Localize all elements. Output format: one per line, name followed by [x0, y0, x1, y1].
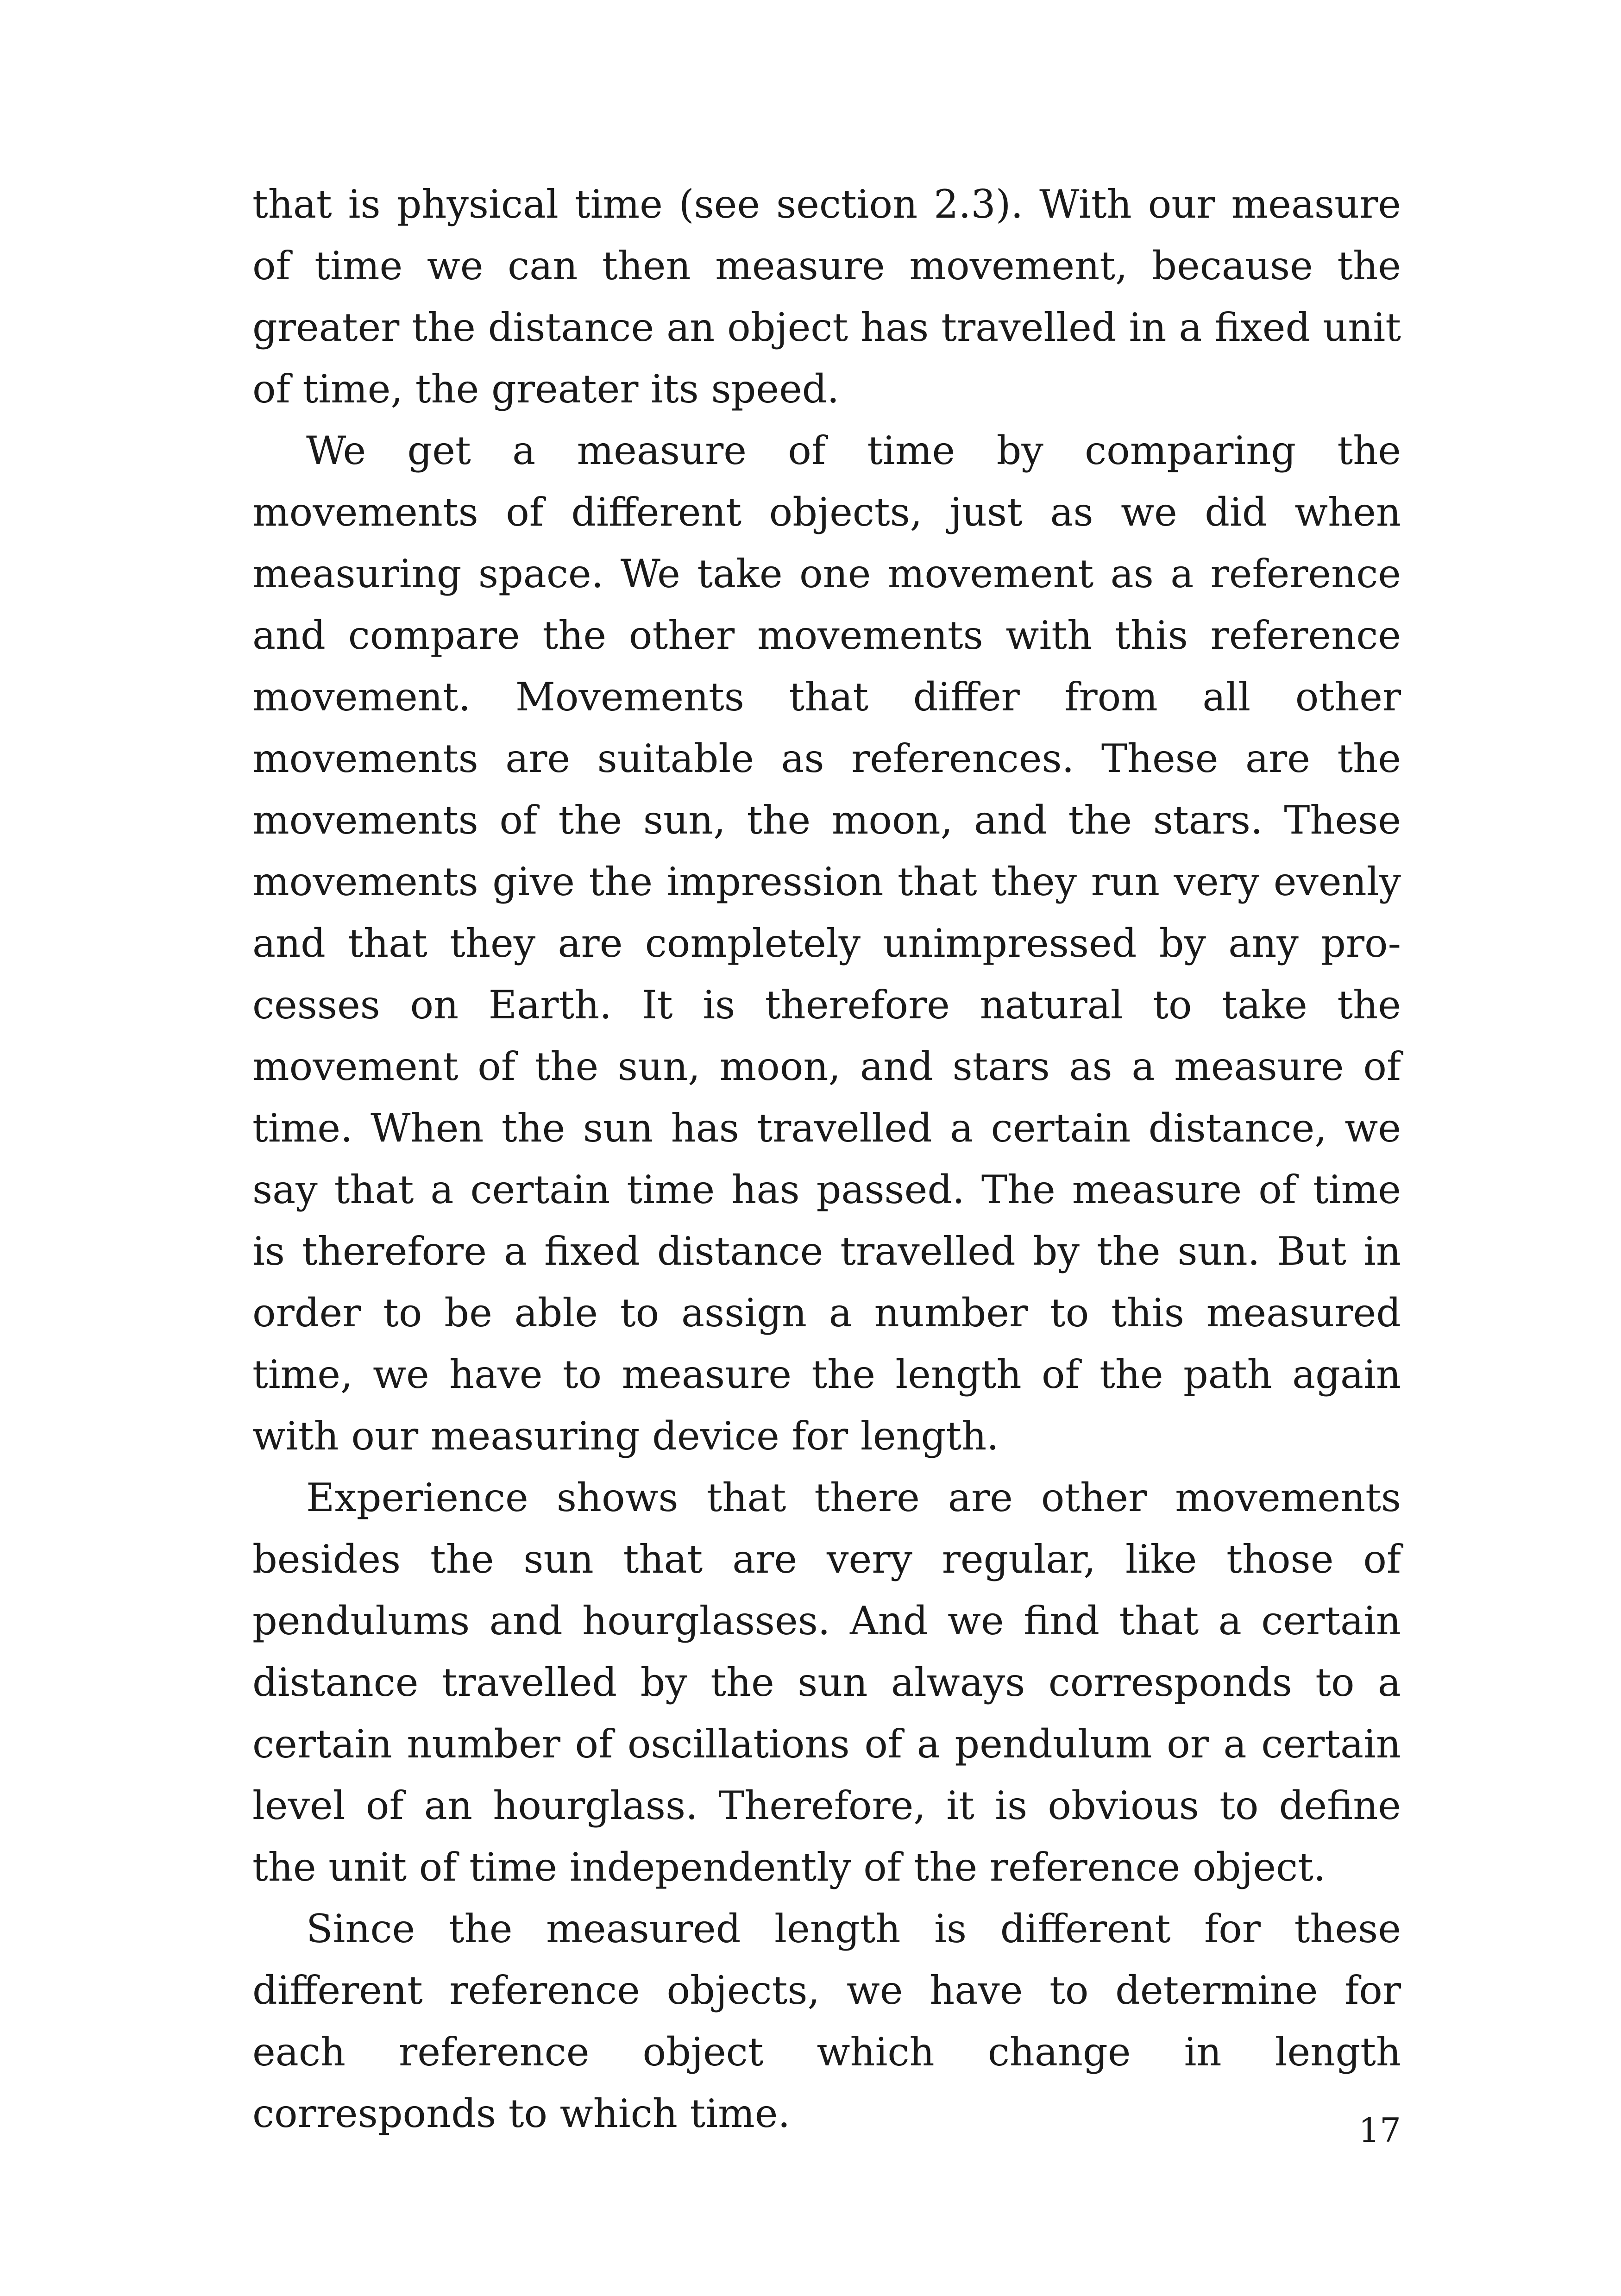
paragraph-time-measure: We get a measure of time by comparing the movements of different objects, just as we did when measuring space. We take one movement as a reference and compare the other movements with this reference movement. Movements that differ from all other movements are suitable as references. These are the movements of the sun, the moon, and the stars. These movements give the impression that they run very evenly and that they are completely unimpressed by any processes on Earth. It is therefore natural to take the movement of the sun, moon, and stars as a measure of time. When the sun has travelled a certain distance, we say that a certain time has passed. The measure of time is therefore a fixed distance travelled by the sun. But in order to be able to assign a number to this measured time, we have to measure the length of the path again with our measuring device for length.: [252, 428, 1401, 1459]
paragraph-continuation: that is physical time (see section 2.3). With our measure of time we can then measure movement, because the greater the distance an object has travelled in a fixed unit of time, the greater its speed.: [252, 182, 1401, 412]
paragraph-reference-objects: Since the measured length is different for these different reference objects, we have to determine for each reference object which change in length corresponds to which time.: [252, 1906, 1401, 2136]
paragraph-regular-movements: Experience shows that there are other movements besides the sun that are very regular, like those of pendulums and hourglasses. And we find that a certain distance travelled by the sun always corresponds to a certain number of oscillations of a pendulum or a certain level of an hourglass. Therefore, it is obvious to define the unit of time independently of the reference object.: [252, 1475, 1401, 1890]
page-number: 17: [1358, 2111, 1401, 2150]
body-text: [252, 174, 1401, 2145]
